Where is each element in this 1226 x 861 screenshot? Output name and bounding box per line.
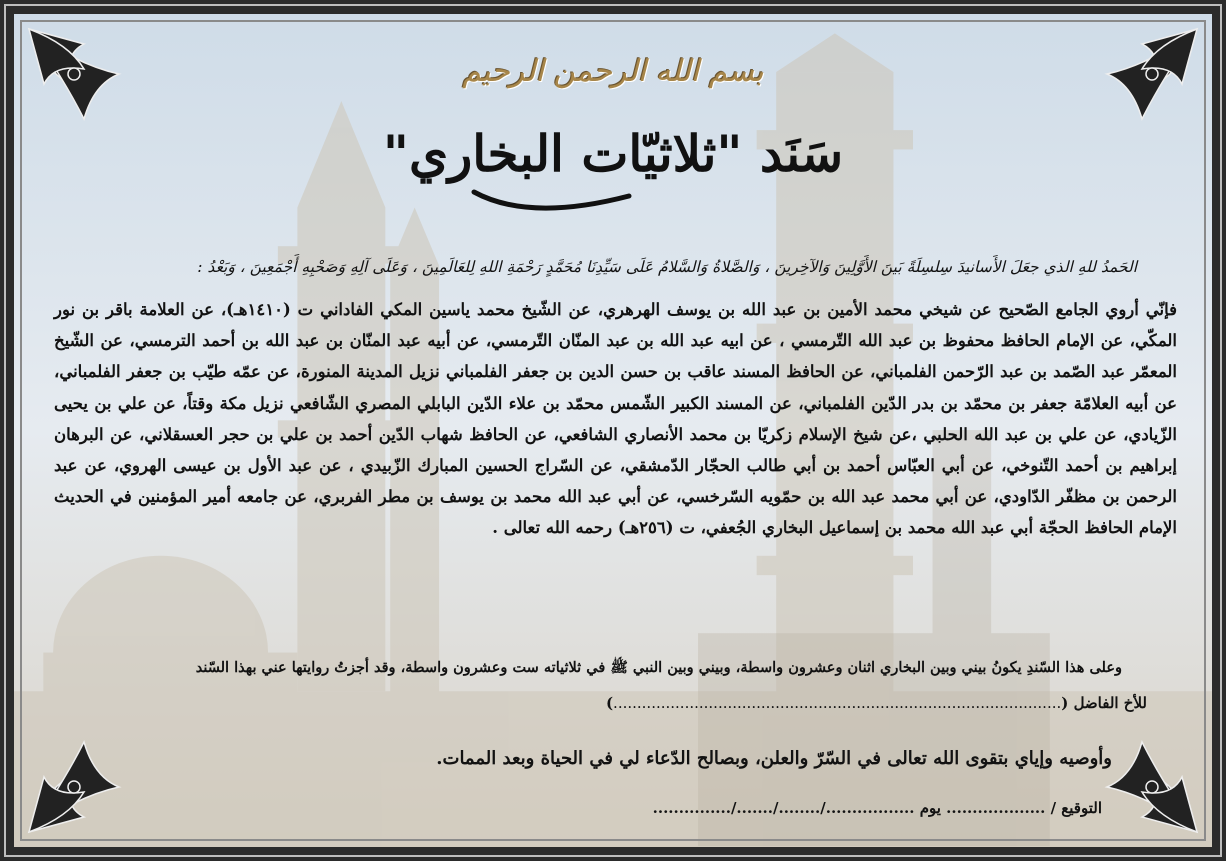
intro-text: الحَمدُ للهِ الذي جعَلَ الأَسانيدَ سِلسِلَةً بَينَ الأَوَّلِينَ وَالآخِرينَ ، وَالصَّلاةُ وَالسَّلامُ عَلَى سَيِّدِنَا مُحَمَّدٍ رَحْمَةِ اللهِ لِلعَالَمِينَ ، وَعَلَى آلِهِ وَصَحْبِهِ أَجْمَعِينَ ، وَبَعْدُ : [197, 258, 1137, 276]
recipient-label: للأخ الفاضل ( [1061, 694, 1147, 712]
chain-line: حمّويه السّرخسي، عن أبي عبد الله محمد بن يوسف بن مطر الفربري، عن جامعه أمير المؤمنين في الحديث الإمام الحافظ الحجّة أبي عبد الله محمد بن إسماعيل البخاري الجُعفي، [54, 487, 1177, 538]
chain-line: محمّد بن بدر الدّين الفلمباني، عن المسند الكبير الشّمس محمّد بن علاء الدّين البابلي المصري الشّافعي نزيل مكة وقتاً، عن علي بن يحيى الزّيادي، عن علي بن عبد الله الحلبي [54, 393, 1178, 444]
chain-line: فإنّي أروي الجامع الصّحيح عن شيخي محمد الأمين بن عبد الله بن يوسف الهرهري، عن الشّيخ محمد ياسين المكي الفاداني ت (١٤١٠هـ)، عن العلامة باقر بن نور [54, 300, 1177, 319]
recipient-line [44, 694, 1147, 712]
certificate-content [34, 14, 1192, 847]
signature-line[interactable]: التوقيع / ................... يوم ................./......../......./............... [652, 799, 1102, 817]
chain-line: ت (٢٥٦هـ) رحمه الله تعالى . [492, 518, 695, 538]
recipient-field[interactable]: .............................................................................................. [613, 694, 1062, 712]
page-title: سَنَد "ثلاثيّات البخاري" [382, 124, 844, 183]
recipient-close: ) [605, 694, 614, 712]
chain-note: وعلى هذا السّندِ يكونُ بيني وبين البخاري اثنان وعشرون واسطة، وبيني وبين النبي ﷺ في ثلاثياته ست وعشرون واسطة، وقد أجزتُ روايتها عني بهذا السّند [195, 659, 1122, 676]
advice-text: وأوصيه وإياي بتقوى الله تعالى في السّرّ والعلن، وبصالح الدّعاء لي في الحياة وبعد الممات. [436, 748, 1112, 769]
basmala: بسم الله الرحمن الرحيم [462, 54, 764, 89]
chain-line: ،عن شيخ الإسلام زكريّا بن محمد الأنصاري الشافعي، عن الحافظ شهاب الدّين أحمد بن علي بن حجر العسقلاني، عن البرهان إبراهيم بن أحمد التّنوخي، عن أبي العبّاس [54, 424, 1177, 476]
chain-paragraph [54, 294, 1177, 544]
chain-line: المكّي، عن الإمام الحافظ محفوظ بن عبد الله التّرمسي ، عن ابيه عبد الله بن عبد المنّان التّرمسي، عن أبيه عبد المنّان بن عبد الله بن أحمد الترمسي، عن الشّيخ المعمّر عبد [54, 331, 1178, 382]
chain-line: أحمد بن أبي طالب الحجّار الدّمشقي، عن السّراج الحسين المبارك الزّبيدي ، عن عبد الأول بن عيسى الهروي، عن عبد الرحمن بن مظفّر الدّاودي، عن أبي محمد عبد الله بن [54, 456, 1177, 507]
chain-line: الصّمد بن عبد الرّحمن الفلمباني، عن الحافظ المسند عاقب بن حسن الدين بن جعفر الفلمباني نزيل المدينة المنورة، عن عمّه طيّب بن جعفر الفلمباني، عن أبيه العلامّة جعفر بن [54, 362, 1178, 413]
title-swash-icon [469, 182, 639, 214]
